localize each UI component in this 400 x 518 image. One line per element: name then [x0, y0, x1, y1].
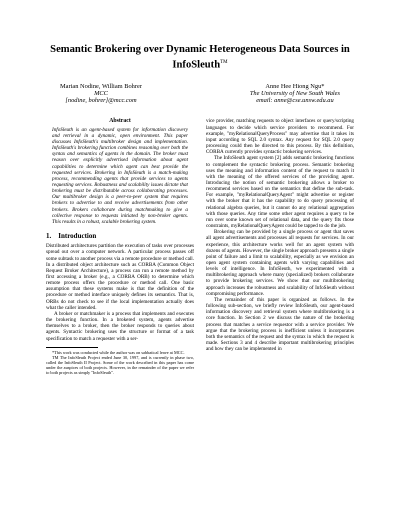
footnote-1: *This work was conducted while the author was on sabbatical leave at MCC.: [52, 349, 185, 355]
left-column: [46, 118, 194, 375]
right-paragraph-2: The InfoSleuth agent system [2] adds semantic brokering functions to complement the syntactic brokering process. Semantic brokering uses the meaning and information content of the request to match it with the meaning of the offered services of the providing agent. Introducing the notion of semantic brokering allows a broker to recommend services based on the semantics that define the sub-task. For example, "myRelationalQueryAgent" might advertise or register with the broker that it has the capability to do query processing of relational algebra queries, but it cannot do any relational aggregation with those queries. Any time some other agent requires a query to be run over some known set of relational data, and the query fits those constraints, myRelationalQueryAgent could be tapped to do the job.: [206, 155, 354, 230]
paper-title: [46, 44, 354, 72]
footnote-rule: [46, 347, 98, 348]
author-left: [60, 83, 142, 105]
author-block: [46, 83, 354, 105]
paper-title-text: Semantic Brokering over Dynamic Heterogeneous Data Sources in InfoSleuth: [50, 44, 350, 71]
section-title: Introduction: [58, 232, 97, 241]
right-paragraph-1: vice provider, matching requests to object interfaces or query/scripting languages to decide which service providers to recommend. For example, "myRelationalQueryProcess" may advertise that it takes its input according to SQL 2.0 syntax. Any request for SQL 2.0 query processing could then be directed to this process. By this definition, CORBA currently provides syntactic brokering services.: [206, 118, 354, 156]
footnote-2: TM The InfoSleuth Project ended June 30, 1997, and is currently in phase two, called the InfoSleuth II Project. Some of the work described in this paper has come under the auspices of both projects. However, in the remainder of the paper we refer to both projects as simply "InfoSleuth".: [46, 354, 194, 375]
abstract-heading: Abstract: [109, 118, 131, 125]
section-number: 1.: [46, 232, 52, 241]
author-email: [nodine, bohrer]@mcc.com: [65, 97, 137, 105]
author-names: Marian Nodine, William Bohrer: [60, 82, 142, 90]
trademark-mark: TM: [220, 59, 228, 65]
right-paragraph-4: The remainder of this paper is organized as follows. In the following sub-section, we briefly review InfoSleuth, our agent-based information discovery and retrieval system where multibrokering is a core function. In Section 2 we discuss the nature of the brokering process that matches a service requestor with a service provider. We argue that the brokering process is inefficient unless it incorporates both the semantics of the request and the syntax in which the request is made. Sections 3 and 4 describe important multibrokering principles and how they can be implemented in: [206, 296, 354, 353]
right-column: [206, 118, 354, 375]
body-columns: [46, 118, 354, 375]
author-affiliation: MCC: [94, 89, 108, 97]
author-names: Anne Hee Hiong Ngu*: [265, 82, 325, 90]
author-email: email: anne@cse.unsw.edu.au: [256, 97, 334, 105]
section-heading-introduction: [46, 233, 194, 239]
author-affiliation: The University of New South Wales: [249, 89, 340, 97]
abstract-text: InfoSleuth is an agent-based system for information discovery and retrieval in a dynamic, open environment. This paper discusses InfoSleuth's multibroker design and implementation. InfoSleuth's brokering function combines reasoning over both the syntax and semantics of agents in the domain. The broker must reason over explicitly advertised information about agent capabilities to determine which agent can best provide the requested services. Brokering in InfoSleuth is a match-making process, recommending agents that provide services to agents requesting services. Robustness and scalability issues dictate that brokering must be distributable across collaborating processes. Our multibroker design is a peer-to-peer system that requires brokers to advertise to and receive advertisements from other brokers. Brokers collaborate during matchmaking to give a collective response to requests initiated by non-broker agents. This results in a robust, scalable brokering system.: [52, 126, 188, 225]
author-right: [250, 83, 340, 105]
right-paragraph-3: Brokering can be provided by a single process or agent that saves all agent advertisements and processes all requests for services. In our experience, this architecture works well for an agent system with dozens of agents. However, the single broker approach presents a single point of failure and a limit to scalability, especially as we envision an open agent system containing agents with varying capabilities and levels of intelligence. In InfoSleuth, we experimented with a multibrokering approach where many (specialized) brokers collaborate to provide brokering services. We show that our multibrokering approach increases the robustness and scalability of InfoSleuth without compromising performance.: [206, 229, 354, 297]
intro-paragraph-1: Distributed architectures partition the execution of tasks over processes spread out over a computer network. A particular process passes off some subtask to another process via a remote procedure or method call. In a distributed object architecture such as CORBA (Common Object Request Broker Architecture), a process can run a remote method by first accessing a broker (e.g., a CORBA ORB) to determine which remote process offers the procedure or method call. One basic assumption that these systems make is that the definition of the procedure or method interface uniquely defines its semantics. That is, ORBs do not check to see if the local implementation actually does what the caller intended.: [46, 243, 194, 311]
intro-paragraph-2: A broker or matchmaker is a process that implements and executes the brokering function. In a brokered system, agents advertise themselves to a broker, then the broker responds to queries about agents. Syntactic brokering uses the structure or format of a task specification to match a requester with a ser-: [46, 310, 194, 342]
